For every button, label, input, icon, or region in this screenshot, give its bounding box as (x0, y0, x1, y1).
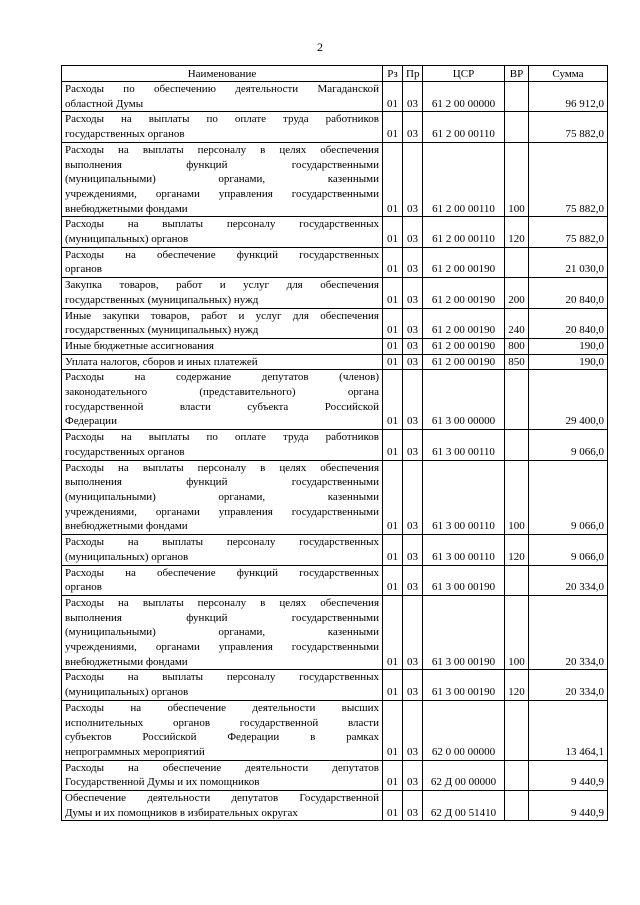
table-row (62, 370, 608, 430)
row-rz: 01 (383, 670, 403, 700)
row-csr: 61 2 00 00190 (423, 354, 505, 370)
row-rz: 01 (383, 760, 403, 790)
row-vr (505, 112, 529, 142)
row-name-line: Закупка товаров, работ и услуг для обеспечения (65, 279, 379, 292)
row-name-line: (муниципальными) органами, казенными (65, 490, 379, 503)
table-row (62, 595, 608, 670)
row-sum: 29 400,0 (529, 370, 608, 430)
row-rz: 01 (383, 595, 403, 670)
row-csr: 62 Д 00 00000 (423, 760, 505, 790)
table-row (62, 217, 608, 247)
row-rz: 01 (383, 460, 403, 535)
row-name-line: государственной власти субъекта Российской (65, 400, 379, 413)
row-name-line: законодательного (представительного) органа (65, 386, 379, 399)
row-rz: 01 (383, 354, 403, 370)
header-csr: ЦСР (423, 66, 505, 82)
row-name (62, 760, 383, 790)
row-sum: 75 882,0 (529, 112, 608, 142)
row-name-line: Расходы на выплаты персоналу в целях обеспечения (65, 461, 379, 474)
row-name (62, 370, 383, 430)
row-pr: 03 (403, 278, 423, 308)
row-sum: 13 464,1 (529, 700, 608, 760)
row-name (62, 670, 383, 700)
row-csr: 62 0 00 00000 (423, 700, 505, 760)
row-name-line: государственных (муниципальных) нужд (65, 324, 259, 337)
page-number: 2 (317, 40, 323, 54)
row-rz: 01 (383, 112, 403, 142)
row-name-line: исполнительных органов государственной власти (65, 716, 379, 729)
row-csr: 61 3 00 00190 (423, 595, 505, 670)
row-pr: 03 (403, 370, 423, 430)
header-rz: Рз (383, 66, 403, 82)
row-vr: 200 (505, 278, 529, 308)
row-pr: 03 (403, 791, 423, 821)
row-pr: 03 (403, 565, 423, 595)
row-csr: 61 2 00 00190 (423, 338, 505, 354)
budget-table (61, 65, 608, 821)
row-rz: 01 (383, 278, 403, 308)
table-row (62, 82, 608, 112)
row-vr (505, 430, 529, 460)
row-rz: 01 (383, 142, 403, 217)
row-pr: 03 (403, 595, 423, 670)
row-name-line: органов (65, 263, 102, 276)
table-row (62, 308, 608, 338)
row-name (62, 217, 383, 247)
row-name-line: Расходы на обеспечение деятельности депутатов (65, 761, 379, 774)
row-name-line: Уплата налогов, сборов и иных платежей (65, 355, 258, 368)
row-name-line: учреждениями, органами управления государственными (65, 641, 379, 654)
row-name-line: Расходы на выплаты персоналу государственных (65, 671, 379, 684)
row-name-line: выполнения функций государственными (65, 158, 379, 171)
row-vr: 120 (505, 217, 529, 247)
table-row (62, 142, 608, 217)
row-name (62, 354, 383, 370)
row-name-line: государственных органов (65, 128, 185, 141)
row-rz: 01 (383, 791, 403, 821)
row-rz: 01 (383, 247, 403, 277)
row-rz: 01 (383, 535, 403, 565)
row-vr: 240 (505, 308, 529, 338)
row-vr: 120 (505, 670, 529, 700)
row-name-line: выполнения функций государственными (65, 476, 379, 489)
row-sum: 20 334,0 (529, 565, 608, 595)
row-name-line: (муниципальных) органов (65, 233, 189, 246)
row-name-line: Расходы по обеспечению деятельности Магаданской (65, 83, 379, 95)
row-name (62, 430, 383, 460)
row-name-line: Расходы на содержание депутатов (членов) (65, 371, 379, 384)
row-name-line: Расходы на обеспечение деятельности высших (65, 701, 379, 714)
row-csr: 61 3 00 00190 (423, 565, 505, 595)
row-vr (505, 760, 529, 790)
table-row (62, 565, 608, 595)
row-sum: 9 066,0 (529, 460, 608, 535)
row-csr: 61 3 00 00190 (423, 670, 505, 700)
row-csr: 61 3 00 00000 (423, 370, 505, 430)
row-pr: 03 (403, 700, 423, 760)
table-row (62, 278, 608, 308)
row-sum: 20 334,0 (529, 670, 608, 700)
row-pr: 03 (403, 217, 423, 247)
table-row (62, 430, 608, 460)
row-vr (505, 791, 529, 821)
row-pr: 03 (403, 760, 423, 790)
row-name-line: Федерации (65, 415, 117, 428)
row-vr (505, 247, 529, 277)
row-pr: 03 (403, 247, 423, 277)
row-sum: 75 882,0 (529, 142, 608, 217)
row-csr: 61 3 00 00110 (423, 430, 505, 460)
table-row (62, 247, 608, 277)
row-rz: 01 (383, 700, 403, 760)
row-sum: 190,0 (529, 338, 608, 354)
row-name-line: внебюджетными фондами (65, 202, 188, 215)
row-name (62, 82, 383, 112)
row-name (62, 142, 383, 217)
row-vr: 100 (505, 142, 529, 217)
row-name-line: Расходы на выплаты по оплате труда работников (65, 113, 379, 126)
row-name-line: Расходы на выплаты персоналу государственных (65, 218, 379, 231)
table-row (62, 670, 608, 700)
row-csr: 61 3 00 00110 (423, 460, 505, 535)
row-sum: 9 440,9 (529, 760, 608, 790)
row-pr: 03 (403, 338, 423, 354)
row-rz: 01 (383, 370, 403, 430)
row-vr (505, 82, 529, 112)
row-name (62, 278, 383, 308)
row-csr: 61 2 00 00110 (423, 217, 505, 247)
row-rz: 01 (383, 82, 403, 112)
row-vr: 100 (505, 595, 529, 670)
row-vr (505, 700, 529, 760)
row-pr: 03 (403, 82, 423, 112)
row-name-line: Расходы на выплаты персоналу в целях обеспечения (65, 143, 379, 156)
row-rz: 01 (383, 217, 403, 247)
header-vr: ВР (505, 66, 529, 82)
row-sum: 20 840,0 (529, 308, 608, 338)
row-csr: 61 3 00 00110 (423, 535, 505, 565)
row-sum: 20 840,0 (529, 278, 608, 308)
row-name (62, 535, 383, 565)
row-name-line: учреждениями, органами управления государственными (65, 505, 379, 518)
row-name (62, 308, 383, 338)
row-pr: 03 (403, 535, 423, 565)
row-sum: 20 334,0 (529, 595, 608, 670)
row-name-line: Расходы на выплаты персоналу в целях обеспечения (65, 596, 379, 609)
row-name-line: Иные бюджетные ассигнования (65, 339, 214, 352)
row-name-line: Иные закупки товаров, работ и услуг для обеспечения (65, 309, 379, 322)
row-pr: 03 (403, 112, 423, 142)
row-name-line: государственных (муниципальных) нужд (65, 293, 259, 306)
row-name-line: субъектов Российской Федерации в рамках (65, 731, 379, 744)
row-rz: 01 (383, 338, 403, 354)
row-pr: 03 (403, 670, 423, 700)
table-row (62, 460, 608, 535)
row-name-line: внебюджетными фондами (65, 655, 188, 668)
row-vr (505, 565, 529, 595)
row-pr: 03 (403, 308, 423, 338)
row-name-line: (муниципальных) органов (65, 686, 189, 699)
row-name (62, 700, 383, 760)
table-row (62, 700, 608, 760)
row-csr: 61 2 00 00110 (423, 142, 505, 217)
row-sum: 21 030,0 (529, 247, 608, 277)
row-pr: 03 (403, 142, 423, 217)
row-vr: 120 (505, 535, 529, 565)
row-sum: 96 912,0 (529, 82, 608, 112)
row-name (62, 338, 383, 354)
header-name: Наименование (62, 66, 383, 82)
row-name (62, 460, 383, 535)
row-name-line: непрограммных мероприятий (65, 745, 205, 758)
row-pr: 03 (403, 430, 423, 460)
row-vr (505, 370, 529, 430)
table-header-row (62, 66, 608, 82)
table-row (62, 760, 608, 790)
row-name-line: (муниципальными) органами, казенными (65, 626, 379, 639)
row-csr: 62 Д 00 51410 (423, 791, 505, 821)
row-sum: 190,0 (529, 354, 608, 370)
row-rz: 01 (383, 565, 403, 595)
table-row (62, 354, 608, 370)
row-pr: 03 (403, 460, 423, 535)
row-name (62, 247, 383, 277)
header-pr: Пр (403, 66, 423, 82)
row-name (62, 565, 383, 595)
row-vr: 850 (505, 354, 529, 370)
row-rz: 01 (383, 430, 403, 460)
row-name (62, 112, 383, 142)
row-name-line: внебюджетными фондами (65, 520, 188, 533)
table-body (62, 82, 608, 821)
row-name (62, 595, 383, 670)
row-name-line: Расходы на обеспечение функций государственных (65, 248, 379, 261)
row-pr: 03 (403, 354, 423, 370)
row-name-line: Обеспечение деятельности депутатов Государственной (65, 792, 379, 805)
row-sum: 75 882,0 (529, 217, 608, 247)
row-name (62, 791, 383, 821)
row-name-line: государственных органов (65, 445, 185, 458)
table-row (62, 791, 608, 821)
row-csr: 61 2 00 00190 (423, 308, 505, 338)
row-vr: 100 (505, 460, 529, 535)
row-rz: 01 (383, 308, 403, 338)
row-name-line: (муниципальных) органов (65, 550, 189, 563)
row-name-line: Расходы на выплаты по оплате труда работников (65, 431, 379, 444)
row-name-line: Расходы на обеспечение функций государственных (65, 566, 379, 579)
row-csr: 61 2 00 00000 (423, 82, 505, 112)
row-sum: 9 440,9 (529, 791, 608, 821)
table-row (62, 112, 608, 142)
header-sum: Сумма (529, 66, 608, 82)
row-name-line: Думы и их помощников в избирательных округах (65, 806, 298, 819)
row-csr: 61 2 00 00190 (423, 247, 505, 277)
row-csr: 61 2 00 00190 (423, 278, 505, 308)
table-row (62, 338, 608, 354)
row-name-line: (муниципальными) органами, казенными (65, 173, 379, 186)
row-name-line: выполнения функций государственными (65, 611, 379, 624)
row-name-line: Государственной Думы и их помощников (65, 776, 260, 789)
table-row (62, 535, 608, 565)
row-csr: 61 2 00 00110 (423, 112, 505, 142)
row-name-line: органов (65, 581, 102, 594)
row-sum: 9 066,0 (529, 430, 608, 460)
row-name-line: областной Думы (65, 97, 144, 110)
row-vr: 800 (505, 338, 529, 354)
row-sum: 9 066,0 (529, 535, 608, 565)
row-name-line: Расходы на выплаты персоналу государственных (65, 536, 379, 549)
row-name-line: учреждениями, органами управления государственными (65, 187, 379, 200)
